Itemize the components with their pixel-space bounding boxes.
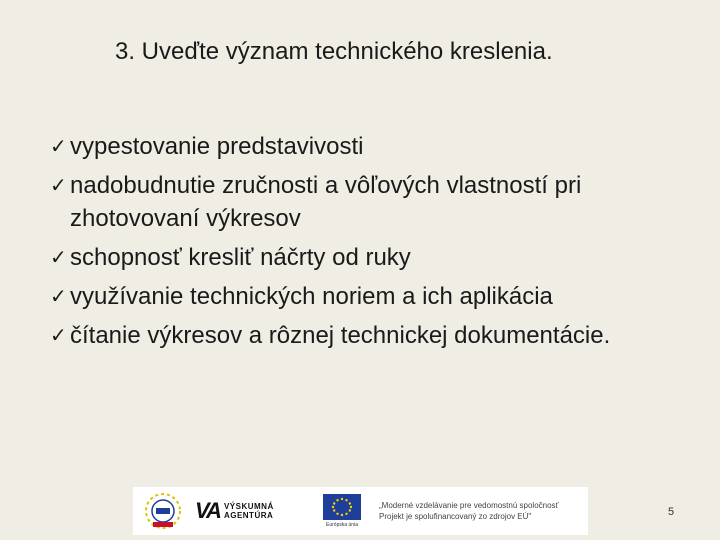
slide-title: 3. Uveďte význam technického kreslenia. [115, 38, 553, 65]
bullet-item [50, 169, 690, 235]
eu-flag-icon [323, 494, 361, 520]
bullet-item [50, 241, 690, 274]
check-icon: ✓ [50, 245, 67, 269]
agency-line2: AGENTÚRA [223, 511, 274, 520]
quote-line1: „Moderné vzdelávanie pre vedomostnú spoločnosť [379, 501, 559, 510]
agency-logo-icon: VA [195, 498, 220, 523]
quote-line2: Projekt je spolufinancovaný zo zdrojov EÚ" [379, 512, 532, 521]
bullet-text: nadobudnutie zručnosti a vôľových vlastností pri zhotovovaní výkresov [70, 172, 582, 232]
school-logo-icon [139, 489, 187, 533]
bullet-text: využívanie technických noriem a ich aplikácia [70, 283, 553, 310]
check-icon: ✓ [50, 323, 67, 347]
bullet-text: schopnosť kresliť náčrty od ruky [70, 244, 411, 271]
bullet-item [50, 130, 690, 163]
page-number: 5 [668, 506, 675, 518]
check-icon: ✓ [50, 173, 67, 197]
eu-logo [321, 494, 363, 528]
footer-banner [133, 487, 588, 535]
eu-caption: Európska únia [326, 522, 358, 528]
check-icon: ✓ [50, 134, 67, 158]
bullet-list [50, 130, 690, 358]
bullet-item [50, 280, 690, 313]
agency-logo [195, 498, 305, 524]
bullet-text: čítanie výkresov a rôznej technickej dokumentácie. [70, 322, 611, 349]
bullet-text: vypestovanie predstavivosti [70, 133, 364, 160]
agency-line1: VÝSKUMNÁ [223, 502, 274, 511]
school-logo [139, 489, 187, 533]
banner-quote [379, 500, 579, 522]
bullet-item [50, 319, 690, 352]
check-icon: ✓ [50, 284, 67, 308]
